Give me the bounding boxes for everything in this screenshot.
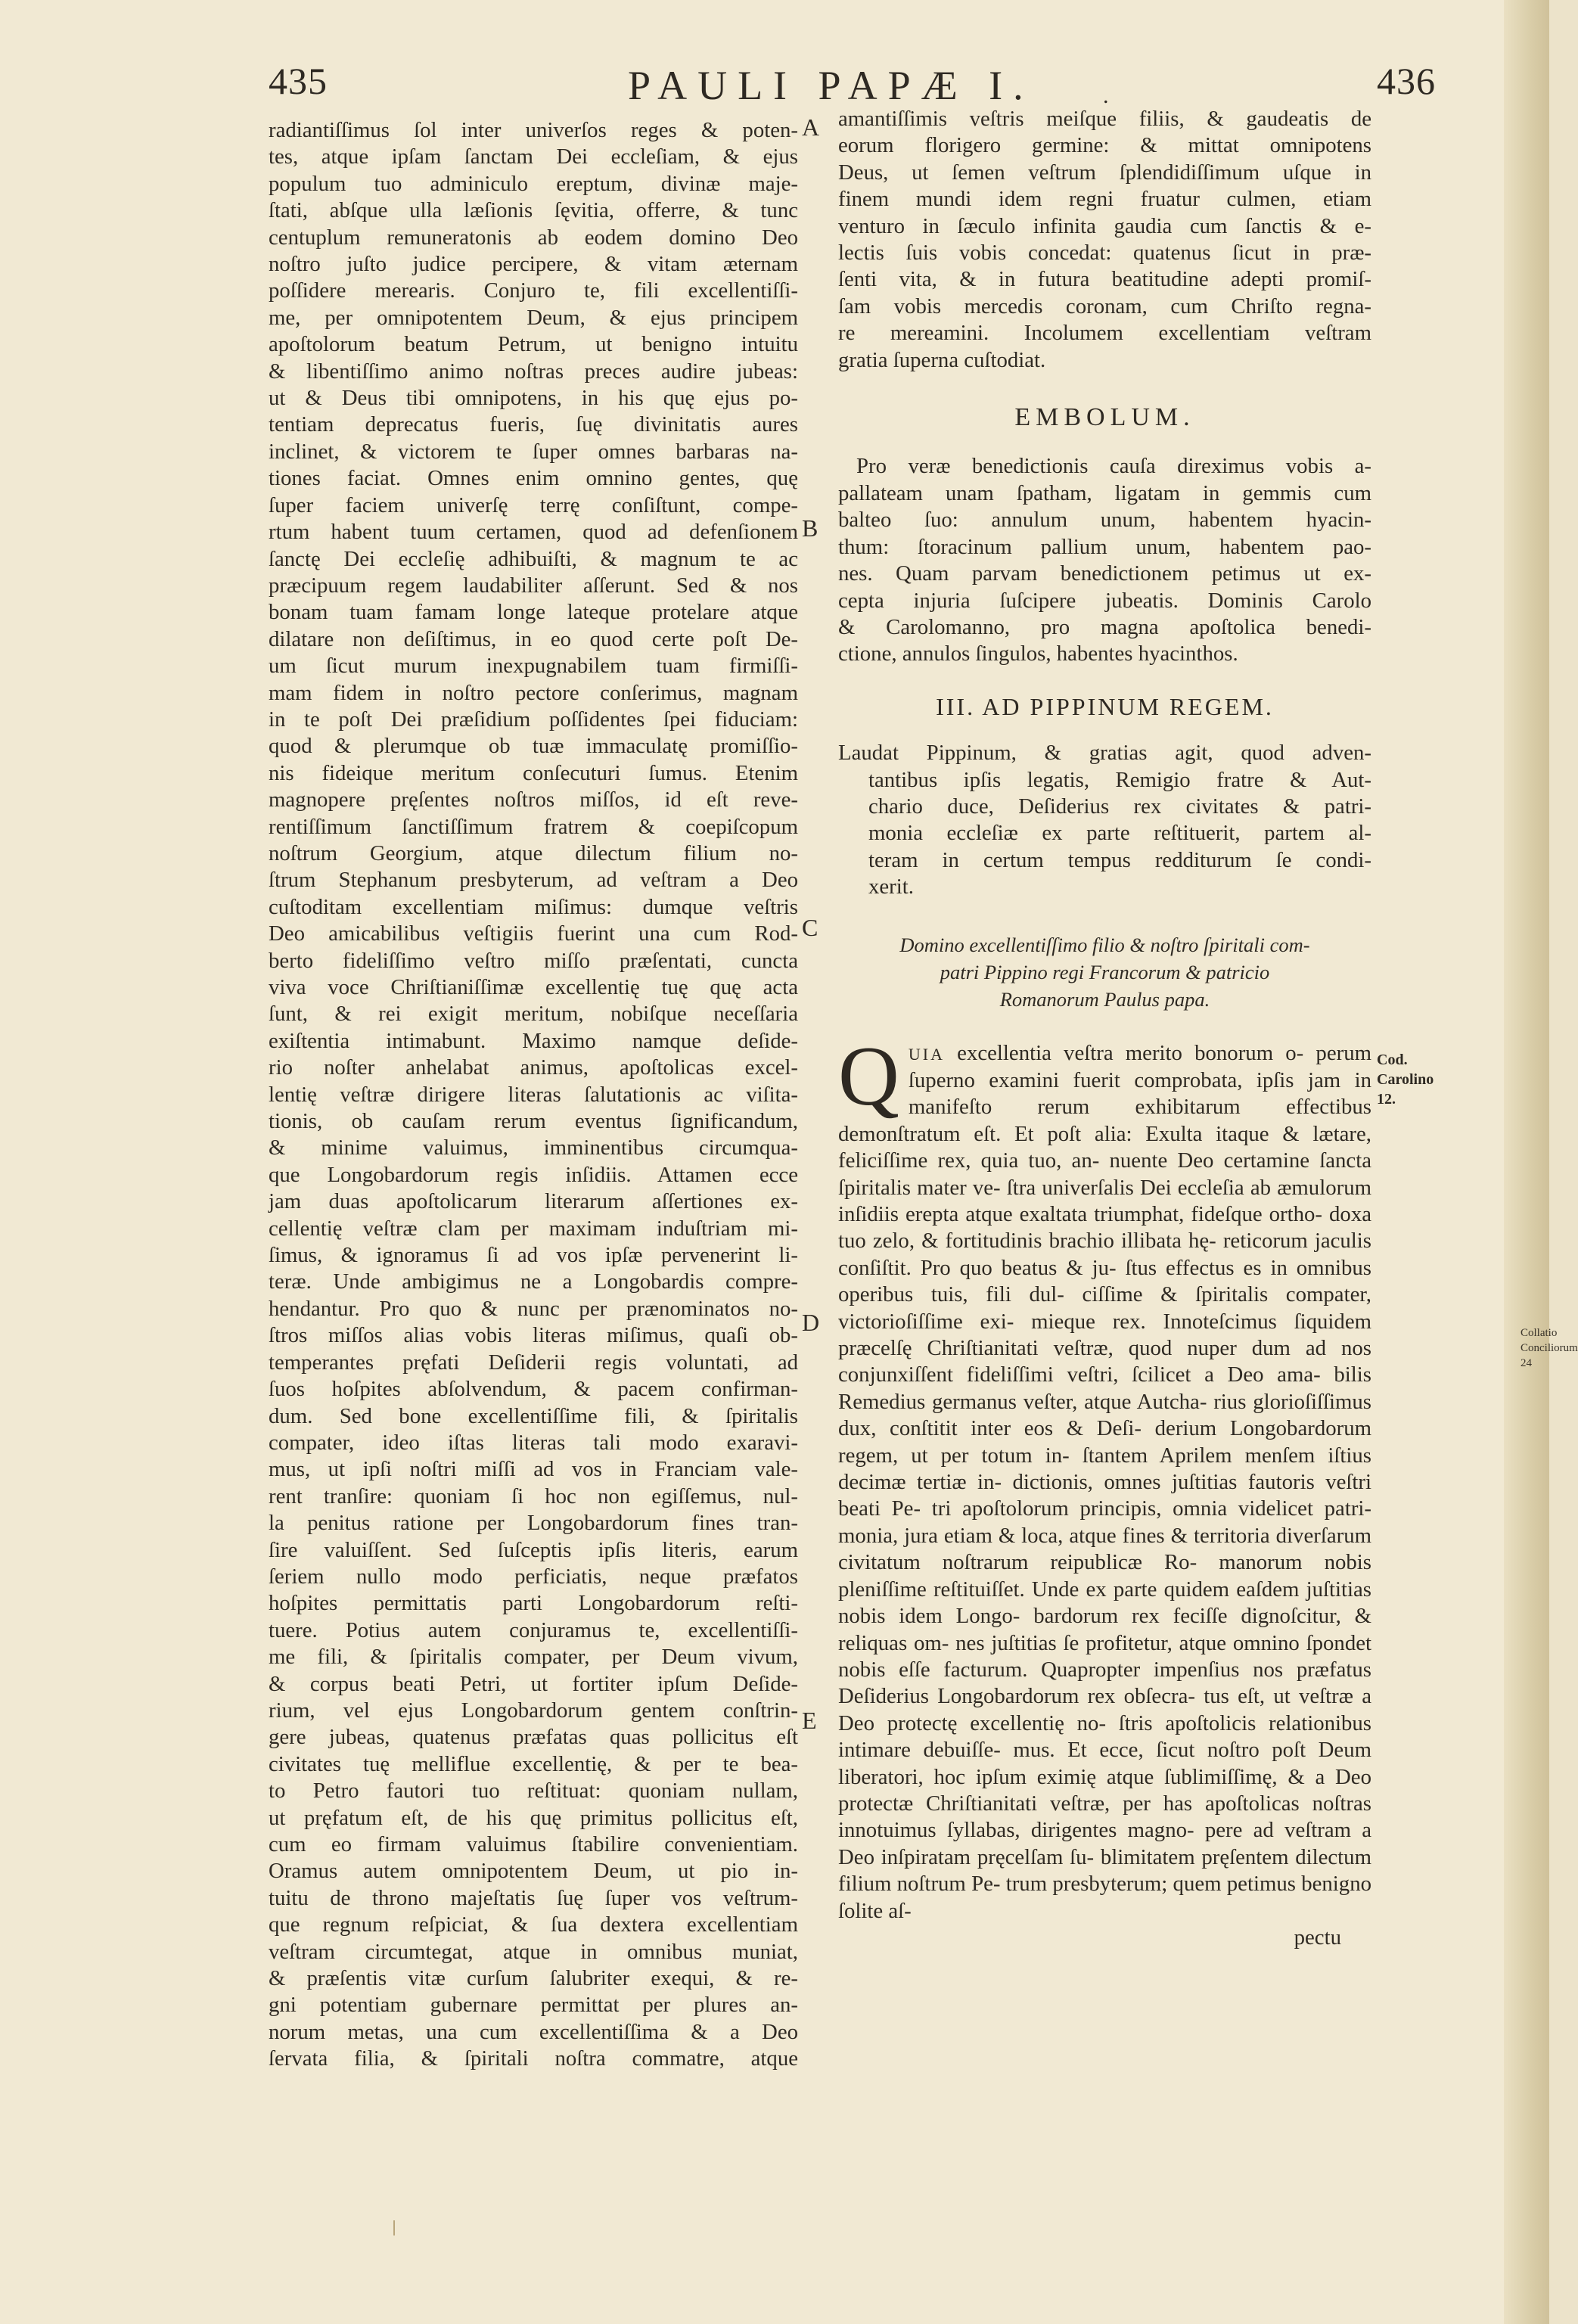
text-line: apoſtolorum beatum Petrum, ut benigno intuitu <box>269 332 798 357</box>
text-line: nes juſtitias ſe profitetur, atque omnino ſpondet <box>955 1630 1371 1655</box>
text-line: ſuper faciem univerſę terrę conſiſtunt, compe- <box>269 492 798 517</box>
text-line: reticorum jaculis conſiſtit. Pro quo beatus & ju- <box>838 1229 1371 1280</box>
text-line: que regnum reſpiciat, & ſua dextera excellentiam <box>269 1912 798 1937</box>
text-line: pere ad veſtram a Deo inſpiratam pręcelſam ſu- <box>838 1818 1372 1869</box>
text-line: cepta injuria ſuſcipere jubeatis. Dominis Carolo <box>838 588 1371 613</box>
text-line: veſtram circumtegat, atque in omnibus muniat, <box>269 1939 798 1964</box>
embolum-heading: EMBOLUM. <box>1014 403 1195 432</box>
text-line: & minime valuimus, imminentibus circumqua- <box>269 1136 798 1160</box>
text-line: in te poſt Dei præſidium poſſidentes ſpei fiduciam: <box>269 707 798 732</box>
text-line: conjunxiſſent fideliſſimi veſtri, ſcilicet a Deo ama- <box>838 1362 1334 1387</box>
text-line: me, per omnipotentem Deum, & ejus principem <box>269 305 798 330</box>
salutation-line: Domino excellentiſſimo filio & noſtro ſpiritali com- <box>899 933 1310 956</box>
text-line: re mereamini. Incolumem excellentiam veſtram <box>838 321 1371 346</box>
text-line: trum presbyterum; quem petimus benigno ſolite aſ- <box>838 1872 1371 1923</box>
text-line: noſtras innotuimus ſyllabas, dirigentes magno- <box>838 1791 1371 1843</box>
text-line: hoſpites permittatis parti Longobardorum reſti- <box>269 1591 798 1616</box>
text-line: lectis ſuis vobis concedat: quatenus ſicut in præ- <box>838 241 1371 266</box>
text-line: balteo ſuo: annulum unum, habentem hyacin- <box>838 508 1371 533</box>
text-line: itaque & lætare, feliciſſime rex, quia tuo, an- <box>838 1121 1371 1173</box>
text-line: ut pręfatum eſt, de his quę primitus pollicitus eſt, <box>269 1805 798 1830</box>
text-line: ſtati, abſque ulla læſionis ſęvitia, offerre, & tunc <box>269 198 798 223</box>
text-line: nes. Quam parvam benedictionem petimus ut ex- <box>838 561 1371 586</box>
text-line: tus eſt, ut veſtræ a Deo protectę excellentię no- <box>838 1684 1371 1735</box>
text-line: temperantes pręfati Deſiderii regis voluntati, ad <box>269 1350 798 1375</box>
margin-letter-d: D <box>802 1309 820 1336</box>
text-line: exiſtentia intimabunt. Maximo namque deſide- <box>269 1028 798 1053</box>
marginal-note-codex: Cod. Carolino 12. <box>1377 1052 1434 1108</box>
text-line: ciſſime & ſpiritalis compater, victorioſiſſime exi- <box>838 1282 1371 1334</box>
text-line: norum metas, una cum excellentiſſima & a Deo <box>269 2019 798 2044</box>
text-line: parte quidem eaſdem juſtitias nobis idem Longo- <box>838 1577 1371 1629</box>
text-line: Deus, ut ſemen veſtrum ſplendidiſſimum uſque in <box>838 160 1371 185</box>
text-line: Pro veræ benedictionis cauſa direximus vobis a- <box>856 454 1371 479</box>
text-line: ut & Deus tibi omnipotens, in his quę ejus po- <box>269 386 798 411</box>
summary-line: xerit. <box>868 875 914 899</box>
text-line: mam fidem in noſtro pectore conſerimus, magnam <box>269 680 798 705</box>
text-line: bilis Remedius germanus veſter, atque Autcha- <box>838 1362 1371 1414</box>
text-line: bardorum rex feciſſe dignoſcitur, & reliquas om- <box>838 1604 1371 1655</box>
first-word: UIA <box>908 1044 945 1064</box>
text-line: tuitu de throno majeſtatis ſuę ſuper vos veſtrum- <box>269 1885 798 1910</box>
right-column <box>838 106 1371 1951</box>
text-line: ſanctę Dei eccleſię adhibuiſti, & magnum te ac <box>269 546 798 571</box>
text-line: teræ. Unde ambigimus ne a Longobardis compre- <box>269 1269 798 1294</box>
text-line: thum: ſtoracinum pallium unum, habentem pao- <box>838 534 1371 559</box>
text-line: rentiſſimum ſanctiſſimum fratrem & coepiſcopum <box>269 814 798 839</box>
text-line: tri apoſtolorum principis, omnia videlicet patri- <box>931 1496 1371 1521</box>
text-line: bonam tuam famam longe lateque protelare atque <box>269 600 798 625</box>
text-line: ſimus, & ignoramus ſi ad vos ipſæ pervenerint li- <box>269 1243 798 1268</box>
text-line: manorum nobis pleniſſime reſtituiſſet. Unde ex <box>838 1550 1372 1602</box>
text-line: mieque rex. Innoteſcimus ſiquidem præcelſę <box>838 1309 1372 1361</box>
text-line: rius glorioſiſſimus dux, conſtitit inter eos & Deſi- <box>838 1389 1371 1441</box>
margin-letter-b: B <box>802 514 819 542</box>
salutation-line: patri Pippino regi Francorum & patricio <box>940 960 1270 983</box>
text-line: magnopere pręſentes noſtros miſſos, id eſt reve- <box>269 788 798 812</box>
text-line: ſunt, & rei exigit meritum, nobiſque neceſſaria <box>269 1002 798 1027</box>
text-line: blimitatem pręſentem dilectum filium noſtrum Pe- <box>838 1844 1371 1897</box>
text-line: rent tranſire: quoniam ſi hoc non egiſſemus, nul- <box>269 1484 798 1508</box>
text-line: effectibus demonſtratum eſt. Et poſt alia: Exulta <box>838 1095 1371 1146</box>
text-line: perum ſuperno examini fuerit comprobata, <box>908 1040 1371 1092</box>
text-line: populum tuo adminiculo ereptum, divinæ maje- <box>269 171 798 196</box>
summary-line: Laudat Pippinum, & gratias agit, quod adven- <box>838 741 1371 766</box>
text-line: radiantiſſimus ſol inter univerſos reges & poten- <box>269 118 798 142</box>
text-line: to Petro fautori tuo reſtituat: quoniam nullam, <box>269 1779 798 1804</box>
catchword: pectu <box>1294 1925 1341 1950</box>
text-line: ipſis jam in manifeſto rerum exhibitarum <box>908 1067 1371 1120</box>
text-line: venturo in ſæculo infinita gaudia cum ſanctis & e- <box>838 213 1371 238</box>
text-line: mus, ut ipſi noſtri miſſi ad vos in Franciam vale- <box>269 1457 798 1482</box>
ink-mark <box>393 2220 395 2235</box>
text-line: poſſidere merearis. Conjuro te, fili excellentiſſi- <box>269 278 798 303</box>
text-line: & Carolomanno, pro magna apoſtolica benedi- <box>838 614 1371 639</box>
text-line: noſtro juſto judice percipere, & vitam æternam <box>269 252 798 277</box>
letter-body <box>838 1029 1372 1925</box>
text-line: noſtrum Georgium, atque dilectum filium no- <box>269 840 798 865</box>
text-line: jam duas apoſtolicarum literarum aſſertiones ex- <box>269 1189 798 1214</box>
text-line: lentię veſtræ dirigere literas ſalutationis ac viſita- <box>269 1082 798 1107</box>
text-line: berto fideliſſimo veſtro miſſo præſentati, cuncta <box>269 948 798 973</box>
text-line: nis fideique meritum conſecuturi ſumus. Etenim <box>269 760 798 785</box>
text-line: hoc ipſum eximię atque ſublimiſſimę, & a Deo <box>933 1764 1371 1789</box>
printer-dot: . <box>1103 83 1109 108</box>
text-line: me fili, & ſpiritalis compater, per Deum vivum, <box>269 1645 798 1670</box>
text-line: quod & plerumque ob tuæ immaculatę promiſſio- <box>269 734 798 759</box>
text-line: amantiſſimis veſtris meiſque filiis, & gaudeatis de <box>838 107 1371 131</box>
summary-line: tantibus ipſis legatis, Remigio fratre & Aut- <box>868 767 1371 792</box>
text-line: um ſicut murum inexpugnabilem tuam firmiſſi- <box>269 654 798 679</box>
text-line: rtum habent tuum certamen, quod ad defenſionem <box>269 520 798 545</box>
text-line: tentiam deprecatus fueris, ſuę divinitatis aures <box>269 412 798 437</box>
margin-letter-a: A <box>802 113 820 141</box>
text-line: rium, vel ejus Longobardorum gentem conſtrin- <box>269 1698 798 1723</box>
text-line: tionis, ob cauſam rerum eventus ſignificandum, <box>269 1109 798 1134</box>
text-line: ſtra univerſalis Dei eccleſia ab æmulorum inſidiis <box>838 1175 1371 1226</box>
page-number-right: 436 <box>1377 60 1436 102</box>
text-line: gni potentiam gubernare permittat per plures an- <box>269 1993 798 2018</box>
text-line: ctione, annulos ſingulos, habentes hyacinthos. <box>838 642 1238 666</box>
text-line: viva voce Chriſtianiſſimæ excellentię tuę quę acta <box>269 975 798 999</box>
text-line: hendantur. Pro quo & nunc per prænominatos no- <box>269 1296 798 1321</box>
text-line: cuſtoditam excellentiam miſimus: dumque veſtris <box>269 894 798 919</box>
margin-letter-e: E <box>802 1707 817 1734</box>
text-line: mus. Et ecce, ſicut noſtro poſt Deum liberatori, <box>838 1738 1371 1789</box>
text-line: Chriſtianitati veſtræ, quod nuper dum ad nos <box>927 1336 1371 1361</box>
text-line: & præſentis vitæ curſum ſalubriter exequi, & re- <box>269 1966 798 1991</box>
summary-line: teram in certum tempus redditurum ſe condi- <box>868 847 1371 872</box>
text-line: dictionis, omnes juſtitias fautoris veſtri beati Pe- <box>838 1470 1371 1521</box>
text-line: Oramus autem omnipotentem Deum, ut pio in- <box>269 1859 798 1884</box>
letter-closing <box>838 106 1371 374</box>
summary-line: monia eccleſiæ ex parte reſtituerit, partem al- <box>868 821 1371 846</box>
text-line: diverſarum civitatum noſtrarum reipublicæ Ro- <box>838 1523 1371 1575</box>
marginal-note-collatio: Collatio Conciliorum 24 <box>1521 1327 1578 1369</box>
letter-heading: III. AD PIPPINUM REGEM. <box>936 692 1274 720</box>
text-line: dum. Sed bone excellentiſſime fili, & ſpiritalis <box>269 1403 798 1428</box>
letter-summary <box>838 740 1371 900</box>
text-line: doxa tuo zelo, & fortitudinis brachio illibata hę- <box>838 1202 1371 1254</box>
text-line: compater, ideo iſtas literas tali modo exaravi- <box>269 1430 798 1455</box>
embolum-text <box>838 453 1371 667</box>
text-line: ſtantem Aprilem menſem iſtius decimæ tertiæ in- <box>838 1443 1371 1495</box>
text-line: ſtus effectus es in omnibus operibus tuis, fili dul- <box>838 1255 1371 1307</box>
margin-letter-c: C <box>802 914 819 941</box>
text-line: dilatare non deſiſtimus, in eo quod certe poſt De- <box>269 626 798 651</box>
text-line: inclinet, & victorem te ſuper omnes barbaras na- <box>269 439 798 464</box>
text-line: derium Longobardorum regem, ut per totum in- <box>838 1416 1372 1468</box>
summary-line: chario duce, Deſiderius rex civitates & patri- <box>868 794 1371 819</box>
salutation <box>846 931 1364 1013</box>
text-line: erepta atque exaltata triumphat, fideſque ortho- <box>905 1202 1330 1226</box>
text-line: tuere. Potius autem conjuramus te, excellentiſſi- <box>269 1617 798 1642</box>
text-line: eorum florigero germine: & mittat omnipotens <box>838 133 1371 158</box>
text-line: ſtros miſſos alias vobis literas miſimus, quaſi ob- <box>269 1323 798 1348</box>
text-line: ſenti vita, & in futura beatitudine adepti promiſ- <box>838 267 1371 292</box>
text-line: la penitus ratione per Longobardorum fines tran- <box>269 1511 798 1536</box>
text-line: ſtris apoſtolicis relationibus intimare debuiſſe- <box>838 1710 1371 1763</box>
text-line: excellentia veſtra merito bonorum o- <box>945 1040 1316 1065</box>
text-line: gratia ſuperna cuſtodiat. <box>838 347 1046 372</box>
text-line: ſervata filia, & ſpiritali noſtra commatre, atque <box>269 2046 798 2071</box>
text-line: ſeriem nullo modo perficiatis, neque præfatos <box>269 1564 798 1589</box>
drop-cap: Q <box>838 1029 899 1123</box>
text-line: finem mundi idem regni fruatur culmen, etiam <box>838 187 1371 212</box>
left-column <box>269 117 798 2073</box>
text-line: præfatus Deſiderius Longobardorum rex obſecra- <box>838 1657 1371 1709</box>
text-line: præcipuum regem laudabiliter aſſerunt. Sed & nos <box>269 573 798 598</box>
text-line: ſire valuiſſent. Sed ſuſceptis ipſis literis, earum <box>269 1537 798 1562</box>
text-line: cum eo firmam valuimus ſtabilire convenientiam. <box>269 1832 798 1856</box>
salutation-line: Romanorum Paulus papa. <box>999 987 1210 1011</box>
text-line: protectæ Chriſtianitati veſtræ, per has apoſtolicas <box>838 1791 1312 1816</box>
text-line: Deo amicabilibus veſtigiis fuerint una cum Rod- <box>269 921 798 946</box>
text-line: ſam vobis mercedis coronam, cum Chriſto regna- <box>838 294 1371 318</box>
text-line: gere jubeas, quatenus præfatas quas pollicitus eſt <box>269 1725 798 1750</box>
text-line: ſuos hoſpites abſolvendum, & pacem confirman- <box>269 1377 798 1402</box>
text-line: tiones faciat. Omnes enim omnino gentes, quę <box>269 466 798 491</box>
text-line: civitates tuę melliflue excellentię, & per te bea- <box>269 1751 798 1776</box>
text-line: & libentiſſimo animo noſtras preces audire jubeas: <box>269 359 798 384</box>
text-line: cellentię veſtræ clam per maximam induſtriam mi- <box>269 1216 798 1241</box>
text-line: tes, atque ipſam ſanctam Dei eccleſiam, & ejus <box>269 144 798 169</box>
text-line: monia, jura etiam & loca, atque fines & territoria <box>838 1523 1276 1548</box>
text-line: ſtrum Stephanum presbyterum, ad veſtram a Deo <box>269 868 798 893</box>
text-line: rio noſter anhelabat animus, apoſtolicas excel- <box>269 1055 798 1080</box>
running-title: PAULI PAPÆ I. <box>628 63 1034 108</box>
text-line: & corpus beati Petri, ut fortiter ipſum Deſide- <box>269 1671 798 1696</box>
text-line: centuplum remuneratonis ab eodem domino Deo <box>269 225 798 250</box>
page-number-left: 435 <box>269 60 328 102</box>
text-line: pallateam unam ſpatham, ligatam in gemmis cum <box>838 480 1371 505</box>
text-line: nobis eſſe facturum. Quapropter impenſius nos <box>838 1657 1297 1682</box>
text-line: nuente Deo certamine ſancta ſpiritalis mater ve- <box>838 1148 1371 1200</box>
text-line: que Longobardorum regis inſidiis. Attamen ecce <box>269 1162 798 1187</box>
